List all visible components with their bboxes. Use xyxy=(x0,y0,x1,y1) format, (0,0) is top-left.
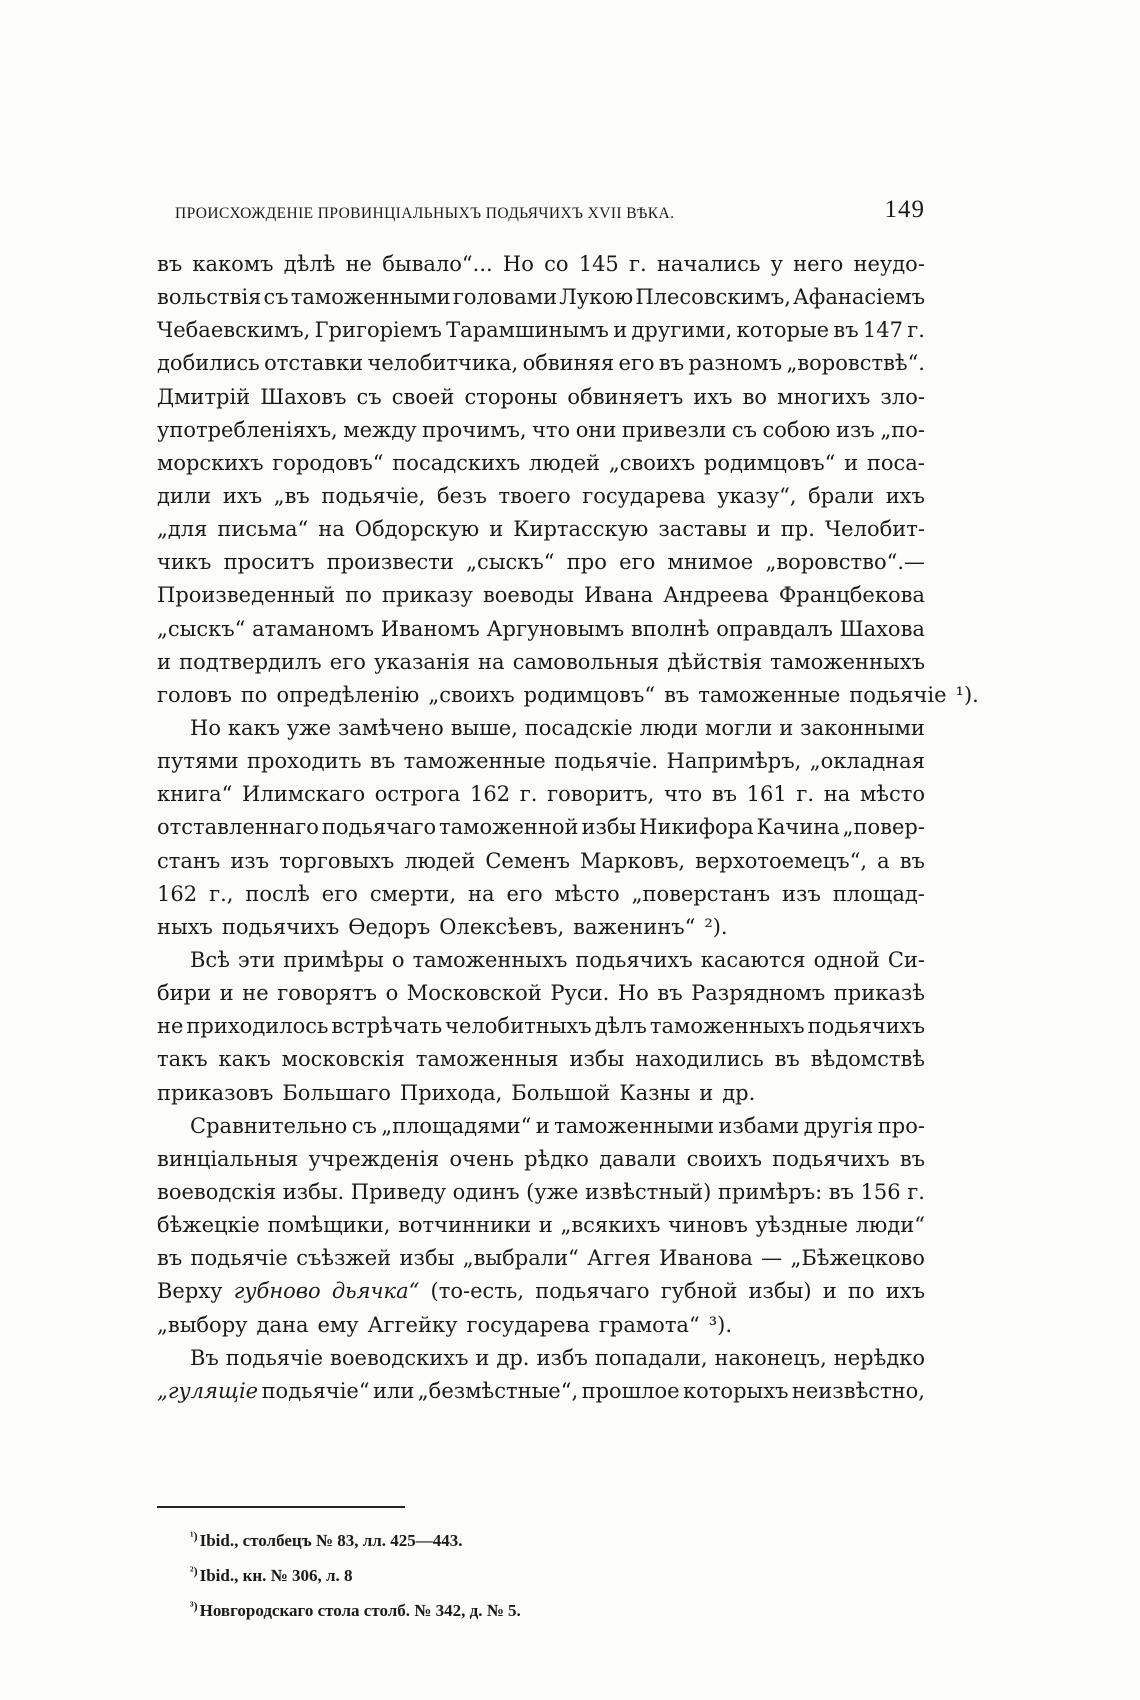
text-line: Сравнительно съ „площадями“ и таможенными избами другія про- xyxy=(190,1113,925,1138)
text-line: не приходилось встрѣчать челобитныхъ дѣлъ таможенныхъ подьячихъ xyxy=(157,1014,925,1039)
running-head xyxy=(157,196,925,230)
text-line: Чебаевскимъ, Григоріемъ Тарамшинымъ и другими, которые въ 147 г. xyxy=(157,318,925,343)
text-line: „для письма“ на Обдорскую и Киртасскую заставы и пр. Челобит- xyxy=(157,517,925,542)
text-line: 162 г., послѣ его смерти, на его мѣсто „поверстанъ изъ площад- xyxy=(157,881,925,906)
text-line: Верху губново дьячка“ (то-есть, подьячаго губной избы) и по ихъ xyxy=(157,1279,925,1304)
footnote-1 xyxy=(190,1521,890,1556)
text-line: воеводскія избы. Приведу одинъ (уже извѣстный) примѣръ: въ 156 г. xyxy=(157,1179,925,1204)
text-line: приказовъ Большаго Прихода, Большой Казны и др. xyxy=(157,1080,756,1105)
footnote-text: Ibid., столбецъ № 83, лл. 425—443. xyxy=(199,1531,463,1550)
footnote-rule xyxy=(157,1506,405,1508)
text-line: „сыскъ“ атаманомъ Иваномъ Аргуновымъ вполнѣ оправдалъ Шахова xyxy=(157,616,925,641)
text-line: бѣжецкіе помѣщики, вотчинники и „всякихъ чиновъ уѣздные люди“ xyxy=(157,1213,925,1238)
footnote-marker: ¹) xyxy=(190,1529,198,1543)
text-line: въ подьячіе съѣзжей избы „выбрали“ Аггея Иванова — „Бѣжецково xyxy=(157,1246,925,1271)
text-line: Дмитрій Шаховъ съ своей стороны обвиняетъ ихъ во многихъ зло- xyxy=(157,384,925,409)
text-line: „выбору дана ему Аггейку государева грамота“ ³). xyxy=(157,1312,732,1337)
text-line: путями проходить въ таможенные подьячіе. Напримѣръ, „окладная xyxy=(157,749,925,774)
footnotes xyxy=(190,1521,890,1626)
body-text xyxy=(157,248,979,1408)
footnote-text: Ibid., кн. № 306, л. 8 xyxy=(199,1566,353,1585)
running-title: ПРОИСХОЖДЕНІЕ ПРОВИНЦІАЛЬНЫХЪ ПОДЬЯЧИХЪ XVII ВѢКА. xyxy=(175,205,675,222)
text-line: книга“ Илимскаго острога 162 г. говоритъ, что въ 161 г. на мѣсто xyxy=(157,782,925,807)
footnote-3 xyxy=(190,1591,890,1626)
text-line: употребленіяхъ, между прочимъ, что они привезли съ собою изъ „по- xyxy=(157,417,925,442)
text-line: Произведенный по приказу воеводы Ивана Андреева Францбекова xyxy=(157,583,925,608)
text-line: дили ихъ „въ подьячіе, безъ твоего государева указу“, брали ихъ xyxy=(157,483,925,508)
text-line: въ какомъ дѣлѣ не бывало“... Но со 145 г. начались у него неудо- xyxy=(157,252,925,276)
text-line: Въ подьячіе воеводскихъ и др. избъ попадали, наконецъ, нерѣдко xyxy=(190,1345,925,1370)
text-line: Всѣ эти примѣры о таможенныхъ подьячихъ касаются одной Си- xyxy=(190,947,925,972)
text-line: и подтвердилъ его указанія на самовольныя дѣйствія таможенныхъ xyxy=(157,649,925,674)
page-number: 149 xyxy=(884,196,925,223)
footnote-2 xyxy=(190,1556,890,1591)
footnote-text: Новгородскаго стола столб. № 342, д. № 5. xyxy=(199,1601,521,1620)
footnote-marker: ²) xyxy=(190,1564,198,1578)
text-line: станъ изъ торговыхъ людей Семенъ Марковъ, верхотоемецъ“, а въ xyxy=(157,848,925,873)
text-line: бири и не говорятъ о Московской Руси. Но въ Разрядномъ приказѣ xyxy=(157,981,925,1006)
text-line: добились отставки челобитчика, обвиняя его въ разномъ „воровствѣ“. xyxy=(157,351,925,376)
text-line: Но какъ уже замѣчено выше, посадскіе люди могли и законными xyxy=(190,715,925,740)
text-line: ныхъ подьячихъ Ѳедоръ Олексѣевъ, важенинъ“ ²). xyxy=(157,914,728,939)
text-line: головъ по опредѣленію „своихъ родимцовъ“ въ таможенные подьячіе ¹). xyxy=(157,682,979,707)
text-line: чикъ проситъ произвести „сыскъ“ про его мнимое „воровство“.— xyxy=(157,550,925,575)
text-line: вольствія съ таможенными головами Лукою Плесовскимъ, Афанасіемъ xyxy=(157,285,925,310)
text-line: винціальныя учрежденія очень рѣдко давали своихъ подьячихъ въ xyxy=(157,1146,925,1171)
text-line: такъ какъ московскія таможенныя избы находились въ вѣдомствѣ xyxy=(157,1047,925,1072)
text-line: „гулящіе подьячіе“ или „безмѣстные“, прошлое которыхъ неизвѣстно, xyxy=(157,1378,925,1403)
text-line: морскихъ городовъ“ посадскихъ людей „своихъ родимцовъ“ и поса- xyxy=(157,450,925,475)
text-line: отставленнаго подьячаго таможенной избы Никифора Качина „повер- xyxy=(157,815,925,840)
footnote-marker: ³) xyxy=(190,1599,198,1613)
